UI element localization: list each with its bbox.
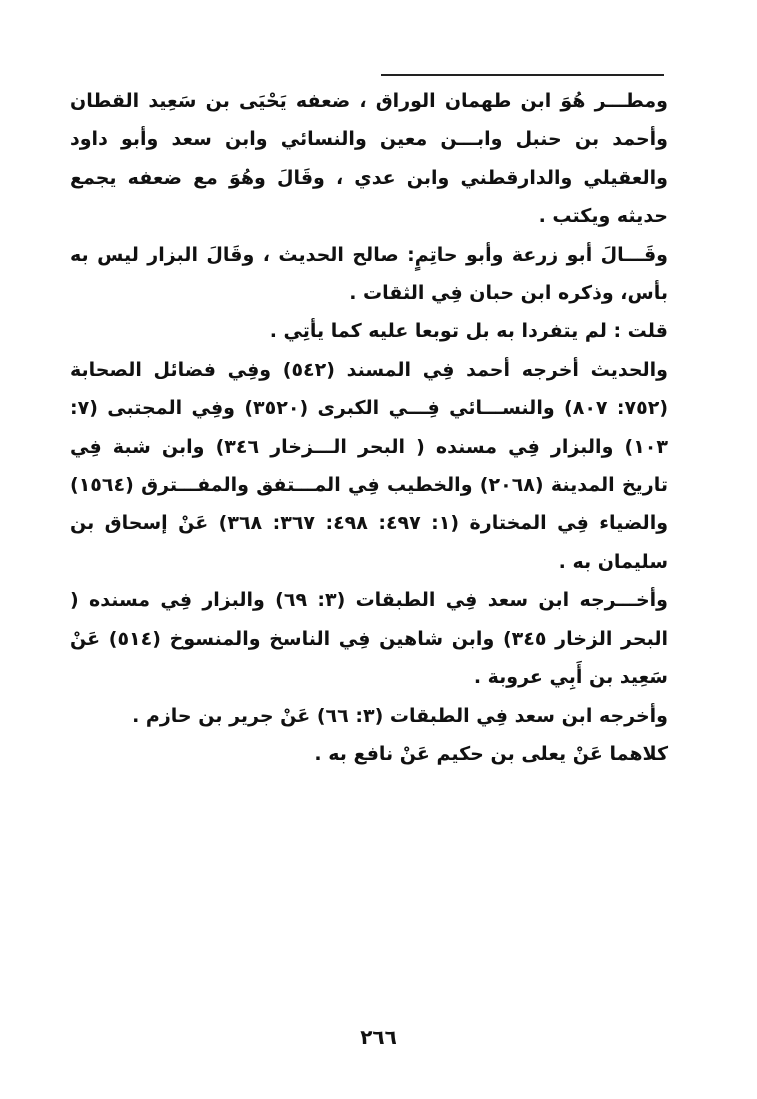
- paragraph-narrator-matar: ومطـــر هُوَ ابن طهمان الوراق ، ضعفه يَحْيَى بن سَعِيد القطان وأحمد بن حنبل وابـــن معين والنسائي وابن سعد وأبو داود والعقيلي والدارقطني وابن عدي ، وقَالَ وهُوَ مع ضعفه يجمع حديثه ويكتب .: [70, 90, 668, 228]
- footnote-text-block: [70, 82, 668, 773]
- paragraph-qultu: قلت : لم يتفردا به بل توبعا عليه كما يأتِي .: [269, 320, 668, 343]
- paragraph-hadith-sources: والحديث أخرجه أحمد فِي المسند (٥٤٢) وفِي فضائل الصحابة (٧٥٢: ٨٠٧) والنســـائي فِـــي الكبرى (٣٥٢٠) وفِي المجتبى (٧: ١٠٣) والبزار فِي مسنده ( البحر الـــزخار ٣٤٦) وابن شبة فِي تاريخ المدينة (٢٠٦٨) والخطيب فِي المـــتفق والمفـــترق (١٥٦٤) والضياء فِي المختارة (١: ٤٩٧: ٤٩٨: ٣٦٧: ٣٦٨) عَنْ إسحاق بن سليمان به .: [70, 358, 669, 573]
- page-number: ٢٦٦: [360, 1025, 397, 1049]
- paragraph-ibn-sad-takhrij: وأخـــرجه ابن سعد فِي الطبقات (٣: ٦٩) والبزار فِي مسنده ( البحر الزخار ٣٤٥) وابن شاهين فِي الناسخ والمنسوخ (٥١٤) عَنْ سَعِيد بن أَبِي عروبة .: [70, 589, 668, 689]
- paragraph-abu-zurah: وقَـــالَ أبو زرعة وأبو حاتِمٍ: صالح الحديث ، وقَالَ البزار ليس به بأس، وذكره ابن حبان فِي الثقات .: [70, 243, 668, 305]
- paragraph-conclusion: كلاهما عَنْ يعلى بن حكيم عَنْ نافع به .: [314, 742, 668, 765]
- footnote-separator-rule: [381, 74, 664, 76]
- paragraph-jarir-takhrij: وأخرجه ابن سعد فِي الطبقات (٣: ٦٦) عَنْ جرير بن حازم .: [132, 704, 668, 727]
